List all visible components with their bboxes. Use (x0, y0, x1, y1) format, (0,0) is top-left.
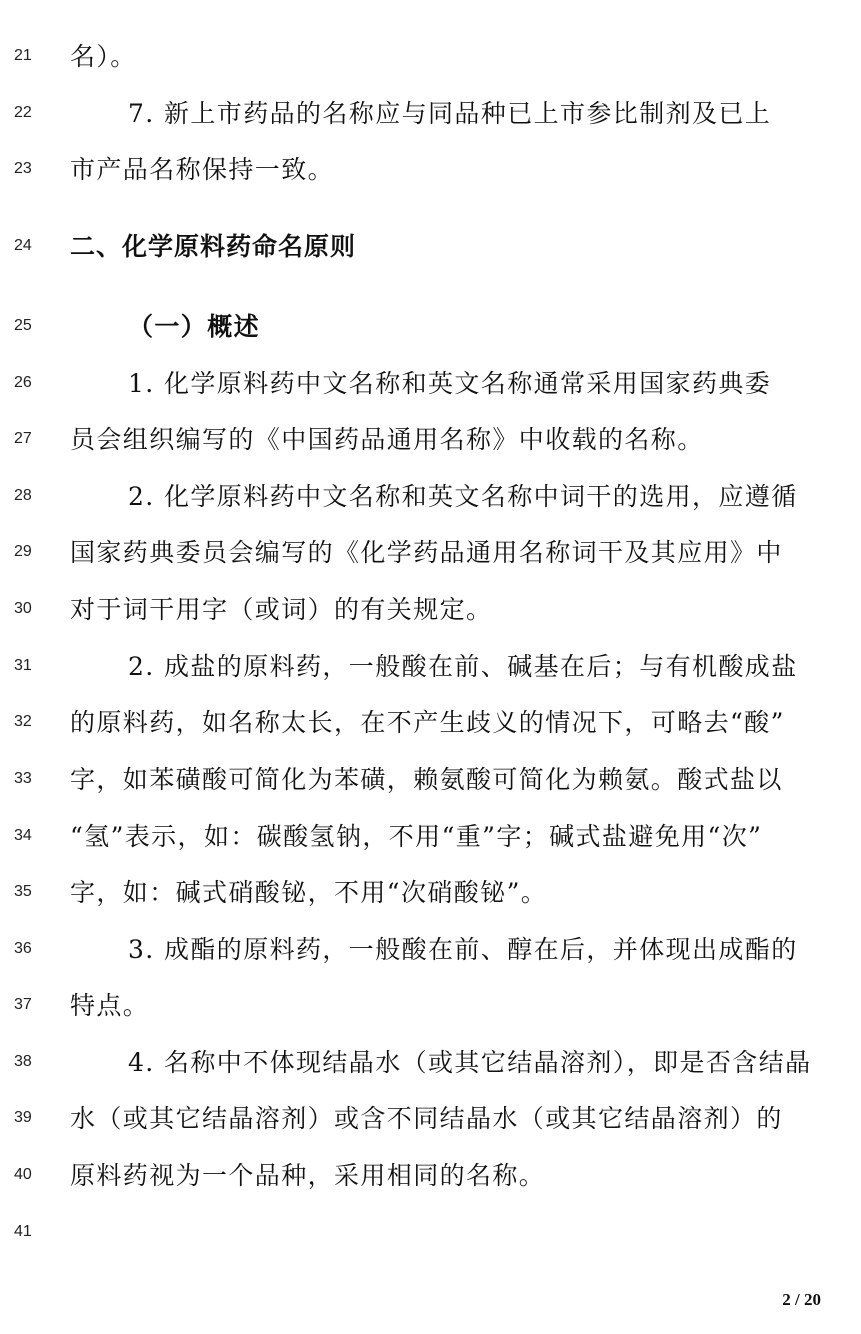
line-39 (0, 1097, 861, 1137)
line-text: 1. 化学原料药中文名称和英文名称通常采用国家药典委 (128, 369, 772, 398)
line-21 (0, 35, 861, 75)
line-number: 22 (14, 104, 32, 121)
line-35 (0, 871, 861, 911)
line-26 (0, 362, 861, 402)
line-number: 32 (14, 713, 32, 730)
line-32 (0, 701, 861, 741)
line-31 (0, 645, 861, 685)
line-number: 26 (14, 374, 32, 391)
line-text: “氢”表示，如：碳酸氢钠，不用“重”字；碱式盐避免用“次” (70, 822, 763, 851)
line-33 (0, 758, 861, 798)
line-41 (0, 1211, 861, 1251)
line-number: 37 (14, 996, 32, 1013)
line-34 (0, 815, 861, 855)
line-38 (0, 1041, 861, 1081)
line-text: 2. 化学原料药中文名称和英文名称中词干的选用，应遵循 (128, 482, 798, 511)
line-number: 33 (14, 770, 32, 787)
line-number: 31 (14, 657, 32, 674)
line-number: 21 (14, 47, 32, 64)
line-number: 24 (14, 237, 32, 254)
line-22 (0, 92, 861, 132)
line-number: 29 (14, 543, 32, 560)
line-text: 字，如：碱式硝酸铋，不用“次硝酸铋”。 (70, 878, 548, 907)
line-number: 25 (14, 317, 32, 334)
line-number: 35 (14, 883, 32, 900)
line-30 (0, 588, 861, 628)
line-text: 市产品名称保持一致。 (70, 155, 335, 184)
line-text: 特点。 (70, 991, 150, 1020)
line-36 (0, 928, 861, 968)
line-29 (0, 531, 861, 571)
line-text: 4. 名称中不体现结晶水（或其它结晶溶剂），即是否含结晶 (128, 1048, 812, 1077)
line-number: 28 (14, 487, 32, 504)
line-27 (0, 418, 861, 458)
line-number: 30 (14, 600, 32, 617)
line-number: 34 (14, 827, 32, 844)
subsection-heading: （一）概述 (128, 312, 261, 341)
line-text: 字，如苯磺酸可简化为苯磺，赖氨酸可简化为赖氨。酸式盐以 (70, 765, 783, 794)
line-number: 36 (14, 940, 32, 957)
line-text: 名）。 (70, 42, 137, 71)
line-number: 40 (14, 1166, 32, 1183)
line-number: 41 (14, 1223, 32, 1240)
line-text: 原料药视为一个品种，采用相同的名称。 (70, 1161, 546, 1190)
line-text: 7. 新上市药品的名称应与同品种已上市参比制剂及已上 (128, 99, 772, 128)
line-text: 2. 成盐的原料药，一般酸在前、碱基在后；与有机酸成盐 (128, 652, 798, 681)
line-text: 国家药典委员会编写的《化学药品通用名称词干及其应用》中 (70, 538, 783, 567)
line-24 (0, 225, 861, 265)
line-37 (0, 984, 861, 1024)
line-number: 39 (14, 1109, 32, 1126)
line-text: 3. 成酯的原料药，一般酸在前、醇在后，并体现出成酯的 (128, 935, 798, 964)
page-number: 2 / 20 (782, 1290, 821, 1309)
line-number: 27 (14, 430, 32, 447)
section-heading: 二、化学原料药命名原则 (70, 232, 357, 261)
line-text: 的原料药，如名称太长，在不产生歧义的情况下，可略去“酸” (70, 708, 785, 737)
line-25 (0, 305, 861, 345)
line-23 (0, 148, 861, 188)
line-40 (0, 1154, 861, 1194)
line-28 (0, 475, 861, 515)
line-text: 对于词干用字（或词）的有关规定。 (70, 595, 493, 624)
line-number: 23 (14, 160, 32, 177)
line-text: 员会组织编写的《中国药品通用名称》中收载的名称。 (70, 425, 704, 454)
line-number: 38 (14, 1053, 32, 1070)
line-text: 水（或其它结晶溶剂）或含不同结晶水（或其它结晶溶剂）的 (70, 1104, 783, 1133)
